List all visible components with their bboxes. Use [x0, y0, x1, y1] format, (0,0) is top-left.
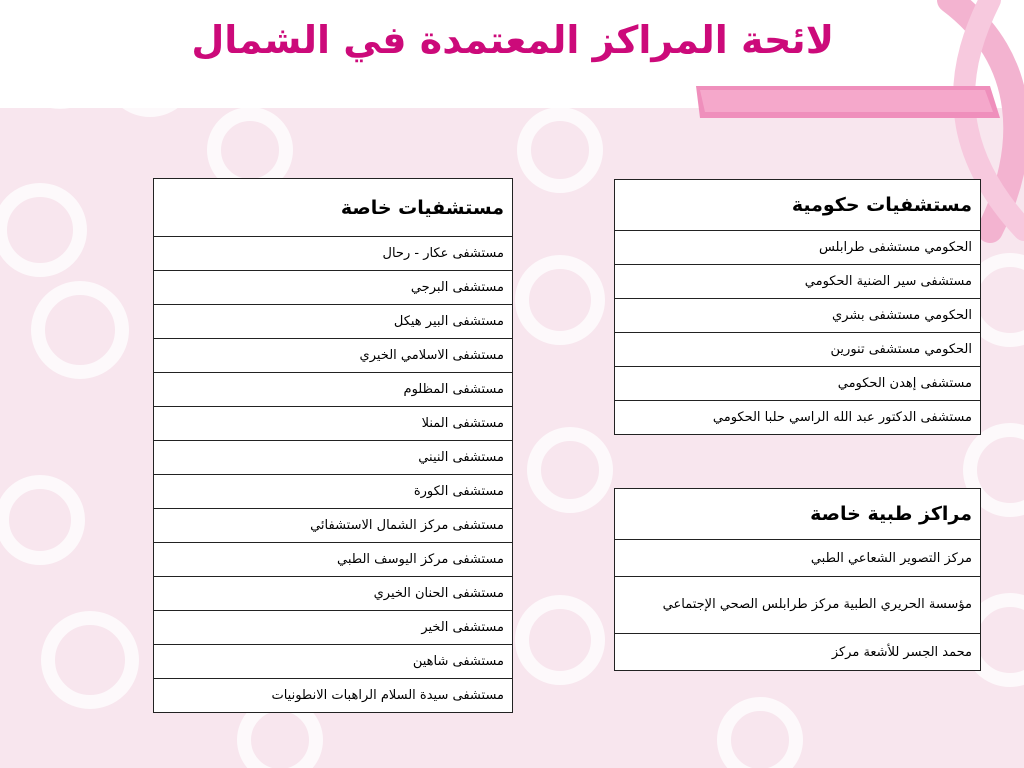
- table-cell: مستشفى مركز الشمال الاستشفائي: [154, 509, 513, 543]
- table-row: [154, 645, 513, 679]
- table-cell: الحكومي مستشفى تنورين: [615, 333, 981, 367]
- table-header: مراكز طبية خاصة: [615, 489, 981, 540]
- table-row: [154, 305, 513, 339]
- table-row: [154, 407, 513, 441]
- private-medical-centers-table: [614, 488, 981, 671]
- table-row: [615, 231, 981, 265]
- table-cell: مستشفى المنلا: [154, 407, 513, 441]
- table-cell: مستشفى الحنان الخيري: [154, 577, 513, 611]
- table-cell: الحكومي مستشفى طرابلس: [615, 231, 981, 265]
- table-row: [154, 441, 513, 475]
- table-cell: مستشفى الكورة: [154, 475, 513, 509]
- table-cell: مؤسسة الحريري الطبية مركز طرابلس الصحي الإجتماعي: [615, 577, 981, 634]
- table-header-row: [615, 489, 981, 540]
- table-row: [154, 509, 513, 543]
- table-row: [154, 577, 513, 611]
- table-cell: مستشفى الدكتور عبد الله الراسي حلبا الحكومي: [615, 401, 981, 435]
- table-row: [615, 367, 981, 401]
- table-cell: مستشفى شاهين: [154, 645, 513, 679]
- table-cell: مركز التصوير الشعاعي الطبي: [615, 540, 981, 577]
- page-title: لائحة المراكز المعتمدة في الشمال: [191, 18, 834, 62]
- table-cell: مستشفى البرجي: [154, 271, 513, 305]
- table-row: [615, 333, 981, 367]
- table-cell: مستشفى سيدة السلام الراهبات الانطونيات: [154, 679, 513, 713]
- table-row: [154, 543, 513, 577]
- table-header: مستشفيات خاصة: [154, 179, 513, 237]
- table-row: [154, 339, 513, 373]
- table-cell: مستشفى سير الضنية الحكومي: [615, 265, 981, 299]
- table-cell: مستشفى الاسلامي الخيري: [154, 339, 513, 373]
- table-cell: مستشفى البير هيكل: [154, 305, 513, 339]
- table-row: [615, 540, 981, 577]
- table-row: [154, 475, 513, 509]
- table-cell: مستشفى إهدن الحكومي: [615, 367, 981, 401]
- table-header-row: [154, 179, 513, 237]
- table-cell: مستشفى الخير: [154, 611, 513, 645]
- table-row: [154, 237, 513, 271]
- table-row: [615, 634, 981, 671]
- table-row: [154, 373, 513, 407]
- table-header: مستشفيات حكومية: [615, 180, 981, 231]
- table-cell: مستشفى مركز اليوسف الطبي: [154, 543, 513, 577]
- table-row: [154, 679, 513, 713]
- table-row: [154, 611, 513, 645]
- table-cell: الحكومي مستشفى بشري: [615, 299, 981, 333]
- table-row: [615, 401, 981, 435]
- table-cell: مستشفى عكار - رحال: [154, 237, 513, 271]
- table-row: [154, 271, 513, 305]
- table-cell: مستشفى المظلوم: [154, 373, 513, 407]
- government-hospitals-table: [614, 179, 981, 435]
- table-row: [615, 577, 981, 634]
- table-row: [615, 265, 981, 299]
- table-row: [615, 299, 981, 333]
- table-cell: مستشفى النيني: [154, 441, 513, 475]
- table-cell: محمد الجسر للأشعة مركز: [615, 634, 981, 671]
- table-header-row: [615, 180, 981, 231]
- private-hospitals-table: [153, 178, 513, 713]
